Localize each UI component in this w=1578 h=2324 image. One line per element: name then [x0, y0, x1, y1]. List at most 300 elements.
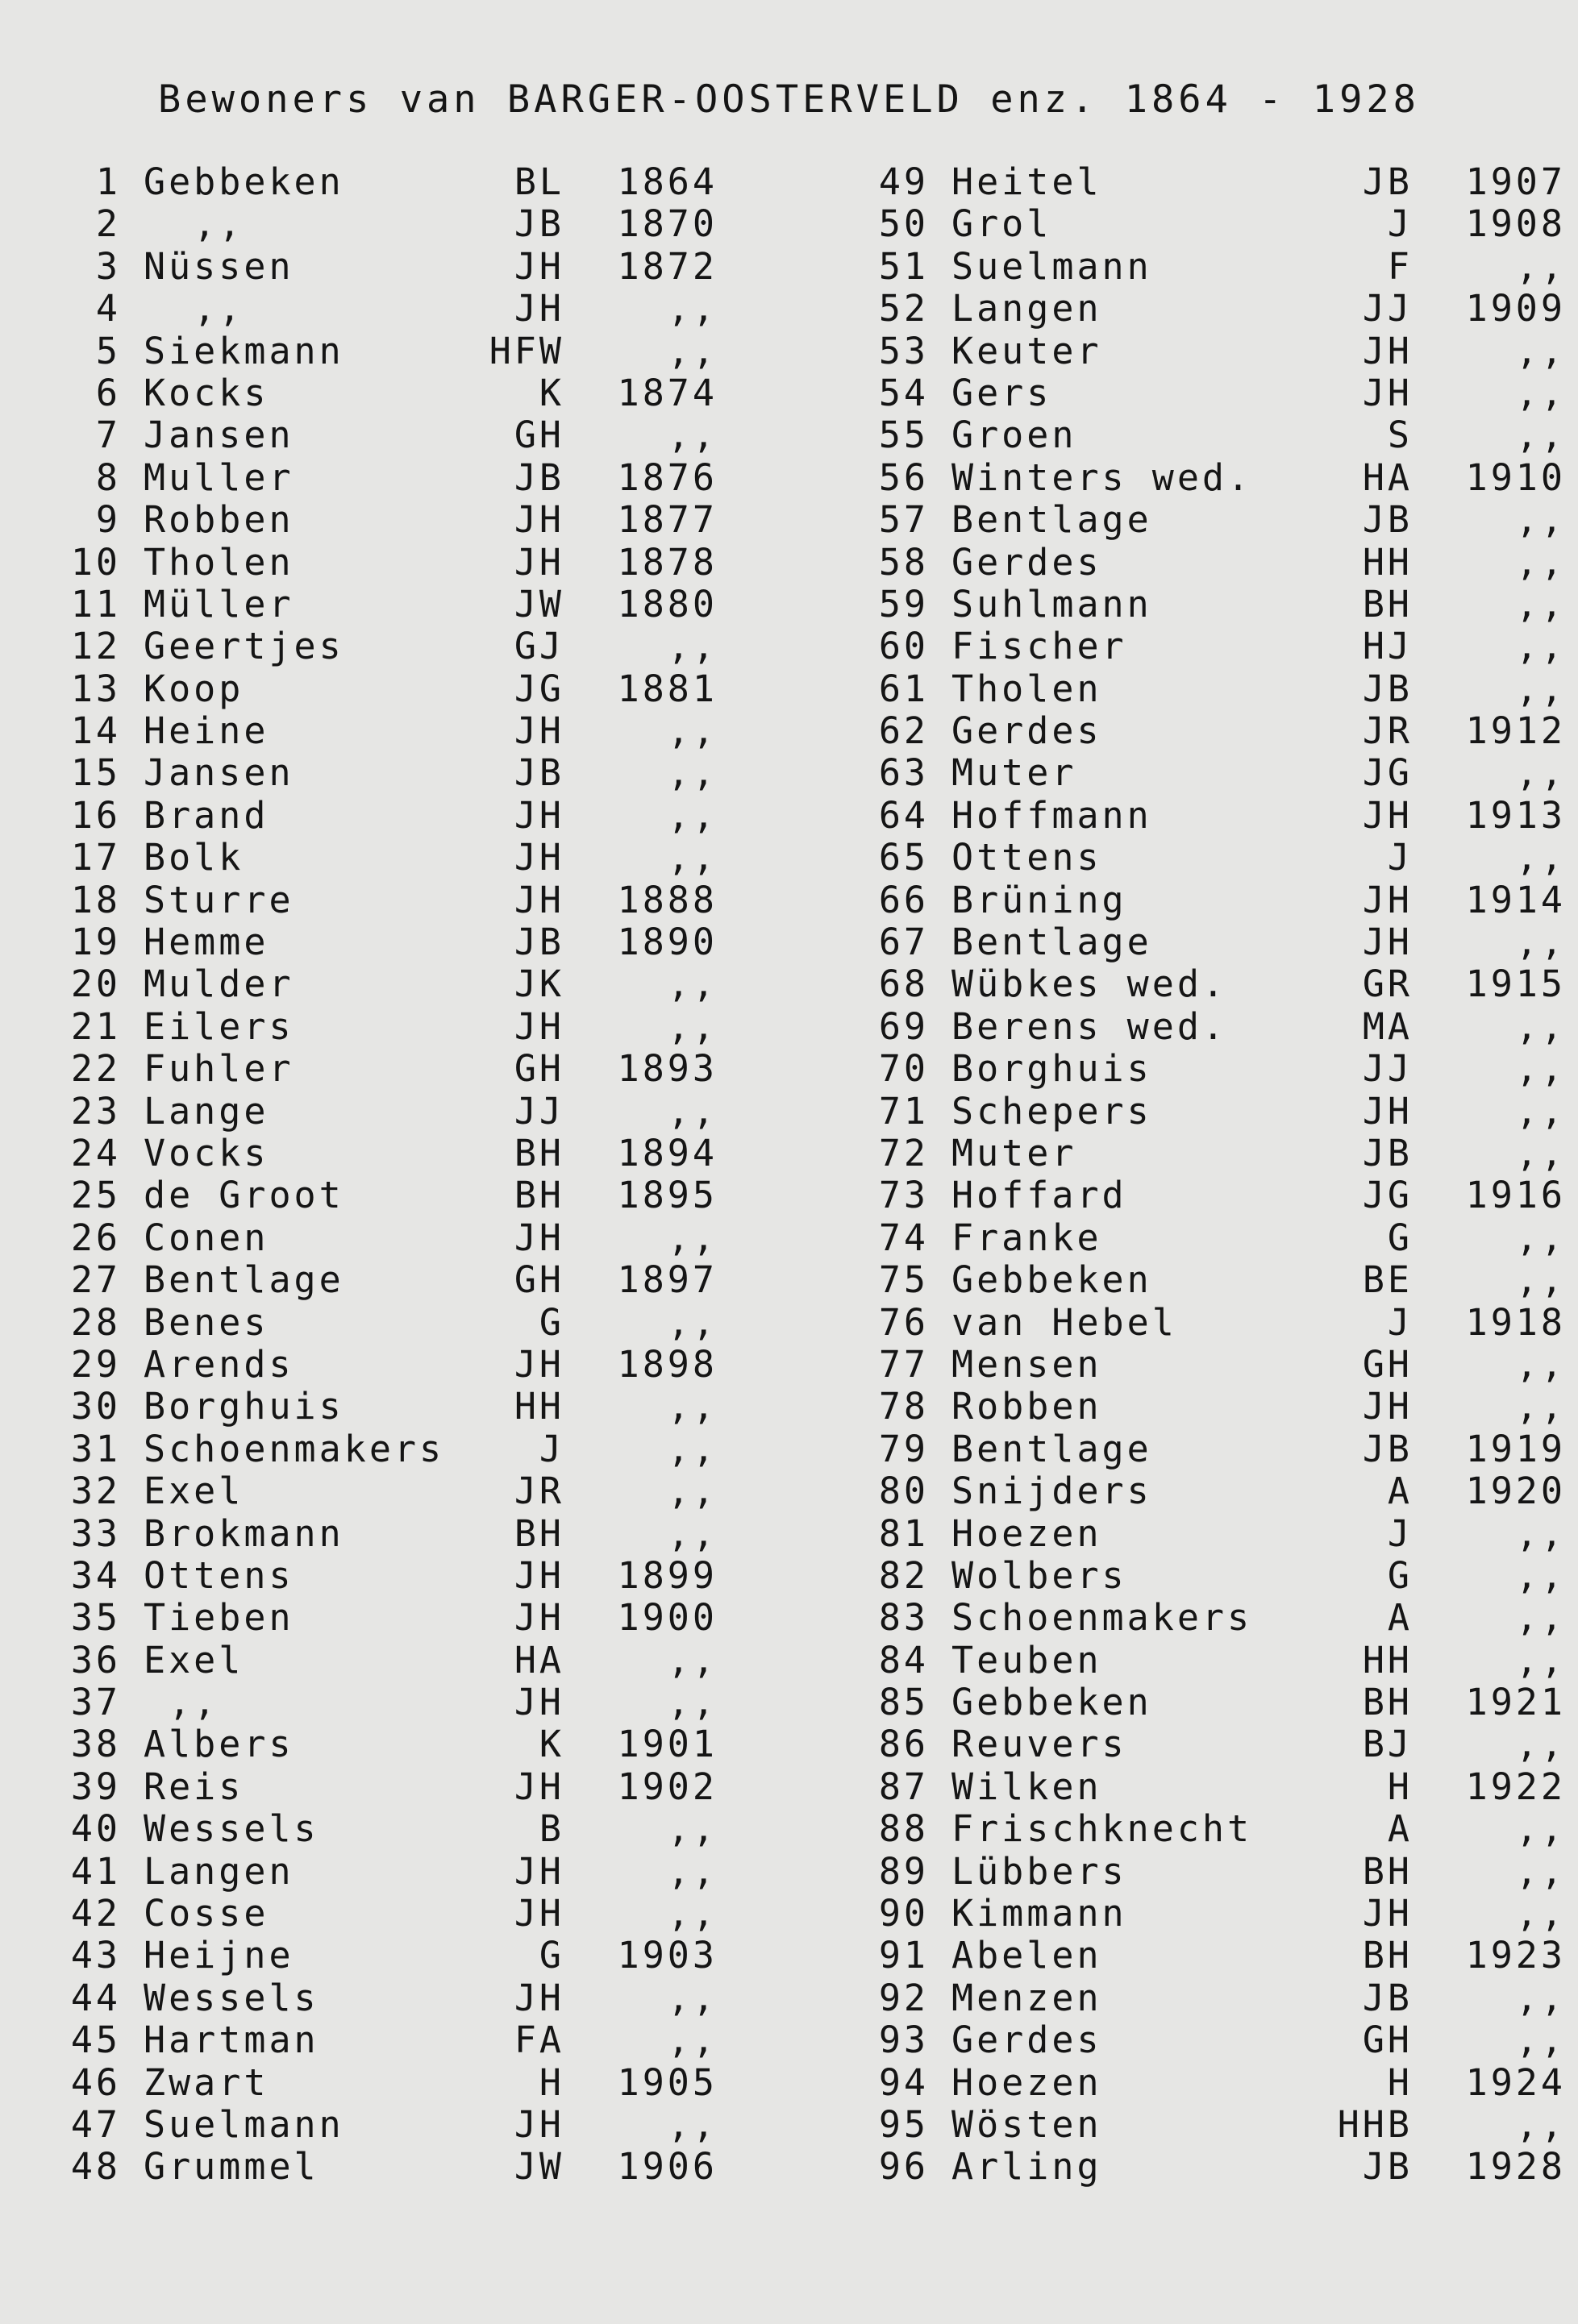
resident-initials: JG [1362, 751, 1413, 795]
resident-initials: JH [514, 1892, 564, 1935]
resident-initials: BH [1362, 1934, 1413, 1977]
resident-number: 8 [95, 455, 121, 499]
resident-number: 28 [70, 1300, 121, 1344]
resident-name: Geertjes [144, 625, 344, 668]
resident-year: ,, [667, 1511, 718, 1555]
resident-row [864, 331, 1578, 372]
resident-initials: JB [514, 921, 564, 964]
resident-name: Wolbers [951, 1553, 1127, 1597]
resident-initials: JH [514, 287, 564, 331]
resident-initials: HJ [1362, 625, 1413, 668]
resident-year: ,, [667, 1807, 718, 1851]
resident-row [864, 1344, 1578, 1386]
resident-name: ,, [144, 202, 244, 246]
resident-number: 11 [70, 582, 121, 626]
resident-year: ,, [667, 1089, 718, 1133]
resident-initials: JW [514, 582, 564, 626]
resident-initials: J [1387, 1300, 1413, 1344]
resident-initials: JH [514, 1976, 564, 2019]
resident-number: 87 [878, 1765, 929, 1808]
resident-row [56, 879, 831, 921]
resident-year: 1905 [617, 2060, 718, 2104]
resident-year: 1894 [617, 1131, 718, 1174]
resident-year: ,, [667, 1681, 718, 1724]
resident-number: 88 [878, 1807, 929, 1851]
resident-initials: GH [514, 1047, 564, 1091]
resident-initials: JB [1362, 498, 1413, 542]
resident-initials: JB [514, 455, 564, 499]
resident-row [56, 1597, 831, 1639]
resident-number: 14 [70, 709, 121, 753]
resident-row [56, 921, 831, 963]
resident-name: ,, [144, 287, 244, 331]
resident-name: Conen [144, 1216, 269, 1259]
resident-year: ,, [1515, 1723, 1566, 1766]
resident-name: Fuhler [144, 1047, 294, 1091]
resident-name: Lübbers [951, 1849, 1127, 1893]
resident-name: Albers [144, 1723, 294, 1766]
resident-name: Jansen [144, 414, 294, 457]
resident-name: ,, [144, 1681, 219, 1724]
resident-year: ,, [667, 287, 718, 331]
resident-row [56, 2062, 831, 2104]
resident-row [56, 1640, 831, 1682]
resident-initials: G [1387, 1553, 1413, 1597]
resident-number: 92 [878, 1976, 929, 2019]
resident-number: 36 [70, 1638, 121, 1682]
resident-number: 3 [95, 244, 121, 288]
resident-name: Lange [144, 1089, 269, 1133]
resident-name: Arends [144, 1342, 294, 1386]
resident-initials: JB [1362, 1131, 1413, 1174]
resident-number: 55 [878, 414, 929, 457]
resident-number: 12 [70, 625, 121, 668]
resident-year: 1890 [617, 921, 718, 964]
resident-row [864, 288, 1578, 330]
resident-initials: JH [514, 1849, 564, 1893]
resident-number: 59 [878, 582, 929, 626]
resident-number: 37 [70, 1681, 121, 1724]
resident-name: Jansen [144, 751, 294, 795]
resident-initials: JH [514, 1553, 564, 1597]
resident-year: 1918 [1465, 1300, 1566, 1344]
resident-number: 60 [878, 625, 929, 668]
resident-row [56, 1259, 831, 1301]
resident-number: 91 [878, 1934, 929, 1977]
resident-name: Robben [144, 498, 294, 542]
resident-row [56, 626, 831, 667]
resident-number: 2 [95, 202, 121, 246]
resident-year: 1920 [1465, 1470, 1566, 1513]
resident-name: Mulder [144, 962, 294, 1006]
resident-row [56, 499, 831, 541]
resident-row [56, 1470, 831, 1512]
resident-name: Bolk [144, 836, 244, 879]
resident-initials: JH [514, 244, 564, 288]
resident-name: Tholen [144, 540, 294, 584]
resident-number: 51 [878, 244, 929, 288]
resident-number: 41 [70, 1849, 121, 1893]
resident-year: ,, [667, 1892, 718, 1935]
resident-name: Vocks [144, 1131, 269, 1174]
resident-year: ,, [667, 1470, 718, 1513]
resident-year: 1919 [1465, 1427, 1566, 1470]
resident-year: ,, [1515, 1976, 1566, 2019]
resident-year: 1913 [1465, 793, 1566, 837]
resident-row [864, 1893, 1578, 1935]
resident-name: Arling [951, 2145, 1102, 2189]
resident-row [56, 584, 831, 626]
resident-name: Muter [951, 1131, 1077, 1174]
resident-number: 83 [878, 1596, 929, 1640]
resident-year: ,, [667, 836, 718, 879]
resident-row [56, 1302, 831, 1344]
resident-initials: JB [514, 751, 564, 795]
resident-year: ,, [667, 414, 718, 457]
resident-number: 56 [878, 455, 929, 499]
resident-row [56, 288, 831, 330]
resident-number: 90 [878, 1892, 929, 1935]
resident-initials: G [539, 1300, 564, 1344]
resident-name: Franke [951, 1216, 1102, 1259]
resident-row [864, 1174, 1578, 1216]
resident-row [864, 1470, 1578, 1512]
resident-name: Gers [951, 371, 1052, 414]
resident-year: ,, [667, 1638, 718, 1682]
resident-row [864, 1006, 1578, 1048]
resident-year: 1910 [1465, 455, 1566, 499]
resident-year: ,, [667, 1976, 718, 2019]
resident-initials: JB [1362, 2145, 1413, 2189]
resident-initials: JH [514, 540, 564, 584]
resident-number: 68 [878, 962, 929, 1006]
resident-initials: JH [1362, 921, 1413, 964]
resident-number: 63 [878, 751, 929, 795]
resident-year: ,, [1515, 414, 1566, 457]
resident-initials: G [1387, 1216, 1413, 1259]
resident-row [864, 1555, 1578, 1597]
resident-row [864, 372, 1578, 414]
resident-row [864, 1597, 1578, 1639]
resident-year: ,, [667, 1385, 718, 1428]
resident-name: Schepers [951, 1089, 1152, 1133]
resident-year: 1900 [617, 1596, 718, 1640]
resident-number: 73 [878, 1174, 929, 1217]
resident-year: 1907 [1465, 160, 1566, 203]
resident-name: Eilers [144, 1004, 294, 1048]
resident-row [864, 2146, 1578, 2188]
resident-initials: JB [1362, 667, 1413, 710]
resident-initials: A [1387, 1596, 1413, 1640]
resident-year: ,, [667, 793, 718, 837]
resident-year: 1898 [617, 1342, 718, 1386]
resident-row [864, 1723, 1578, 1765]
resident-initials: H [1387, 2060, 1413, 2104]
resident-row [864, 752, 1578, 794]
resident-number: 80 [878, 1470, 929, 1513]
resident-row [56, 1935, 831, 1977]
resident-row [864, 2062, 1578, 2104]
resident-year: 1876 [617, 455, 718, 499]
resident-name: van Hebel [951, 1300, 1177, 1344]
resident-year: ,, [1515, 667, 1566, 710]
resident-initials: B [539, 1807, 564, 1851]
resident-number: 16 [70, 793, 121, 837]
resident-number: 39 [70, 1765, 121, 1808]
resident-number: 19 [70, 921, 121, 964]
resident-number: 15 [70, 751, 121, 795]
resident-row [56, 1893, 831, 1935]
resident-year: ,, [1515, 1511, 1566, 1555]
resident-name: Gerdes [951, 540, 1102, 584]
resident-number: 82 [878, 1553, 929, 1597]
resident-row [56, 457, 831, 499]
resident-row [56, 1048, 831, 1090]
resident-number: 42 [70, 1892, 121, 1935]
resident-row [864, 1640, 1578, 1682]
resident-name: Hoezen [951, 1511, 1102, 1555]
resident-name: Bentlage [951, 498, 1152, 542]
resident-number: 43 [70, 1934, 121, 1977]
resident-initials: GH [1362, 1342, 1413, 1386]
resident-number: 74 [878, 1216, 929, 1259]
resident-number: 94 [878, 2060, 929, 2104]
resident-row [56, 372, 831, 414]
resident-initials: JH [514, 878, 564, 921]
resident-name: Gerdes [951, 2018, 1102, 2062]
resident-initials: JW [514, 2145, 564, 2189]
resident-number: 50 [878, 202, 929, 246]
resident-name: Heijne [144, 1934, 294, 1977]
resident-initials: J [1387, 202, 1413, 246]
resident-year: ,, [667, 709, 718, 753]
resident-name: Wösten [951, 2102, 1102, 2146]
resident-initials: JH [514, 709, 564, 753]
resident-name: Wübkes wed. [951, 962, 1228, 1006]
resident-row [864, 710, 1578, 752]
resident-name: Suhlmann [951, 582, 1152, 626]
resident-name: Nüssen [144, 244, 294, 288]
resident-name: Bentlage [951, 921, 1152, 964]
resident-number: 86 [878, 1723, 929, 1766]
resident-number: 38 [70, 1723, 121, 1766]
resident-name: Fischer [951, 625, 1127, 668]
resident-initials: JH [514, 836, 564, 879]
resident-row [864, 1302, 1578, 1344]
resident-name: Menzen [951, 1976, 1102, 2019]
resident-year: ,, [1515, 1258, 1566, 1302]
resident-name: Suelmann [951, 244, 1152, 288]
resident-number: 26 [70, 1216, 121, 1259]
resident-year: ,, [1515, 1638, 1566, 1682]
resident-row [864, 203, 1578, 245]
resident-number: 25 [70, 1174, 121, 1217]
resident-row [864, 1977, 1578, 2019]
resident-name: Wilken [951, 1765, 1102, 1808]
resident-number: 20 [70, 962, 121, 1006]
resident-number: 10 [70, 540, 121, 584]
resident-row [864, 246, 1578, 288]
resident-name: Kocks [144, 371, 269, 414]
resident-row [56, 1682, 831, 1723]
resident-row [56, 542, 831, 584]
resident-row [864, 1513, 1578, 1555]
resident-name: Berens wed. [951, 1004, 1228, 1048]
resident-year: ,, [667, 329, 718, 372]
resident-number: 27 [70, 1258, 121, 1302]
resident-name: Ottens [951, 836, 1102, 879]
resident-row [864, 1851, 1578, 1893]
resident-row [56, 752, 831, 794]
resident-initials: GH [1362, 2018, 1413, 2062]
resident-row [864, 626, 1578, 667]
resident-initials: JG [514, 667, 564, 710]
resident-row [864, 1133, 1578, 1174]
resident-year: ,, [1515, 329, 1566, 372]
resident-name: Bentlage [951, 1427, 1152, 1470]
resident-name: Muller [144, 455, 294, 499]
resident-row [864, 1259, 1578, 1301]
resident-name: Heitel [951, 160, 1102, 203]
resident-name: Reuvers [951, 1723, 1127, 1766]
resident-initials: JH [1362, 1385, 1413, 1428]
resident-number: 21 [70, 1004, 121, 1048]
resident-year: 1877 [617, 498, 718, 542]
resident-name: Hemme [144, 921, 269, 964]
resident-initials: JJ [514, 1089, 564, 1133]
resident-year: 1923 [1465, 1934, 1566, 1977]
resident-year: ,, [1515, 1892, 1566, 1935]
resident-number: 52 [878, 287, 929, 331]
resident-number: 48 [70, 2145, 121, 2189]
resident-number: 46 [70, 2060, 121, 2104]
resident-year: ,, [1515, 836, 1566, 879]
resident-number: 77 [878, 1342, 929, 1386]
resident-number: 58 [878, 540, 929, 584]
resident-year: ,, [1515, 921, 1566, 964]
resident-name: Borghuis [951, 1047, 1152, 1091]
resident-number: 5 [95, 329, 121, 372]
residents-list-right [864, 161, 1578, 2189]
resident-number: 93 [878, 2018, 929, 2062]
resident-initials: GH [514, 1258, 564, 1302]
resident-year: ,, [667, 1427, 718, 1470]
resident-number: 6 [95, 371, 121, 414]
resident-number: 49 [878, 160, 929, 203]
resident-name: Suelmann [144, 2102, 344, 2146]
resident-number: 79 [878, 1427, 929, 1470]
resident-name: Sturre [144, 878, 294, 921]
resident-number: 96 [878, 2145, 929, 2189]
resident-number: 47 [70, 2102, 121, 2146]
resident-row [56, 1344, 831, 1386]
resident-row [864, 795, 1578, 837]
resident-year: ,, [1515, 1216, 1566, 1259]
resident-initials: HA [1362, 455, 1413, 499]
resident-initials: JH [514, 1765, 564, 1808]
resident-year: 1902 [617, 1765, 718, 1808]
resident-year: ,, [667, 751, 718, 795]
resident-row [864, 921, 1578, 963]
resident-row [56, 1851, 831, 1893]
resident-name: Winters wed. [951, 455, 1253, 499]
resident-number: 64 [878, 793, 929, 837]
resident-name: Gebbeken [144, 160, 344, 203]
resident-name: Gebbeken [951, 1681, 1152, 1724]
resident-year: ,, [667, 1216, 718, 1259]
resident-row [864, 1808, 1578, 1850]
resident-number: 65 [878, 836, 929, 879]
resident-number: 81 [878, 1511, 929, 1555]
resident-name: Bentlage [144, 1258, 344, 1302]
resident-row [56, 1513, 831, 1555]
resident-initials: HFW [489, 329, 564, 372]
resident-name: Schoenmakers [951, 1596, 1253, 1640]
resident-initials: BH [514, 1511, 564, 1555]
resident-number: 18 [70, 878, 121, 921]
resident-row [864, 1048, 1578, 1090]
resident-name: Borghuis [144, 1385, 344, 1428]
resident-initials: FA [514, 2018, 564, 2062]
resident-year: 1874 [617, 371, 718, 414]
resident-initials: K [539, 1723, 564, 1766]
resident-year: ,, [1515, 1807, 1566, 1851]
resident-initials: JR [514, 1470, 564, 1513]
resident-row [56, 668, 831, 710]
resident-name: Schoenmakers [144, 1427, 445, 1470]
resident-initials: JH [514, 793, 564, 837]
resident-initials: HA [514, 1638, 564, 1682]
resident-number: 71 [878, 1089, 929, 1133]
resident-name: Groen [951, 414, 1077, 457]
resident-initials: K [539, 371, 564, 414]
resident-initials: JH [1362, 329, 1413, 372]
resident-year: ,, [1515, 582, 1566, 626]
resident-initials: JH [514, 1216, 564, 1259]
resident-initials: JH [1362, 371, 1413, 414]
resident-initials: BJ [1362, 1723, 1413, 1766]
resident-row [864, 2019, 1578, 2061]
resident-initials: A [1387, 1470, 1413, 1513]
resident-initials: H [539, 2060, 564, 2104]
resident-row [864, 963, 1578, 1005]
resident-row [56, 1723, 831, 1765]
resident-initials: H [1387, 1765, 1413, 1808]
resident-row [56, 1555, 831, 1597]
resident-name: Gerdes [951, 709, 1102, 753]
resident-year: 1864 [617, 160, 718, 203]
resident-name: Abelen [951, 1934, 1102, 1977]
resident-name: Reis [144, 1765, 244, 1808]
resident-initials: JH [1362, 1089, 1413, 1133]
resident-row [864, 668, 1578, 710]
resident-number: 45 [70, 2018, 121, 2062]
resident-initials: JH [1362, 793, 1413, 837]
resident-initials: BH [1362, 1849, 1413, 1893]
resident-initials: JG [1362, 1174, 1413, 1217]
resident-name: Brüning [951, 878, 1127, 921]
resident-number: 32 [70, 1470, 121, 1513]
resident-row [864, 161, 1578, 203]
resident-number: 24 [70, 1131, 121, 1174]
resident-initials: BH [1362, 582, 1413, 626]
resident-name: Grummel [144, 2145, 319, 2189]
resident-name: Wessels [144, 1976, 319, 2019]
resident-year: 1870 [617, 202, 718, 246]
resident-number: 95 [878, 2102, 929, 2146]
resident-name: Zwart [144, 2060, 269, 2104]
resident-year: 1916 [1465, 1174, 1566, 1217]
